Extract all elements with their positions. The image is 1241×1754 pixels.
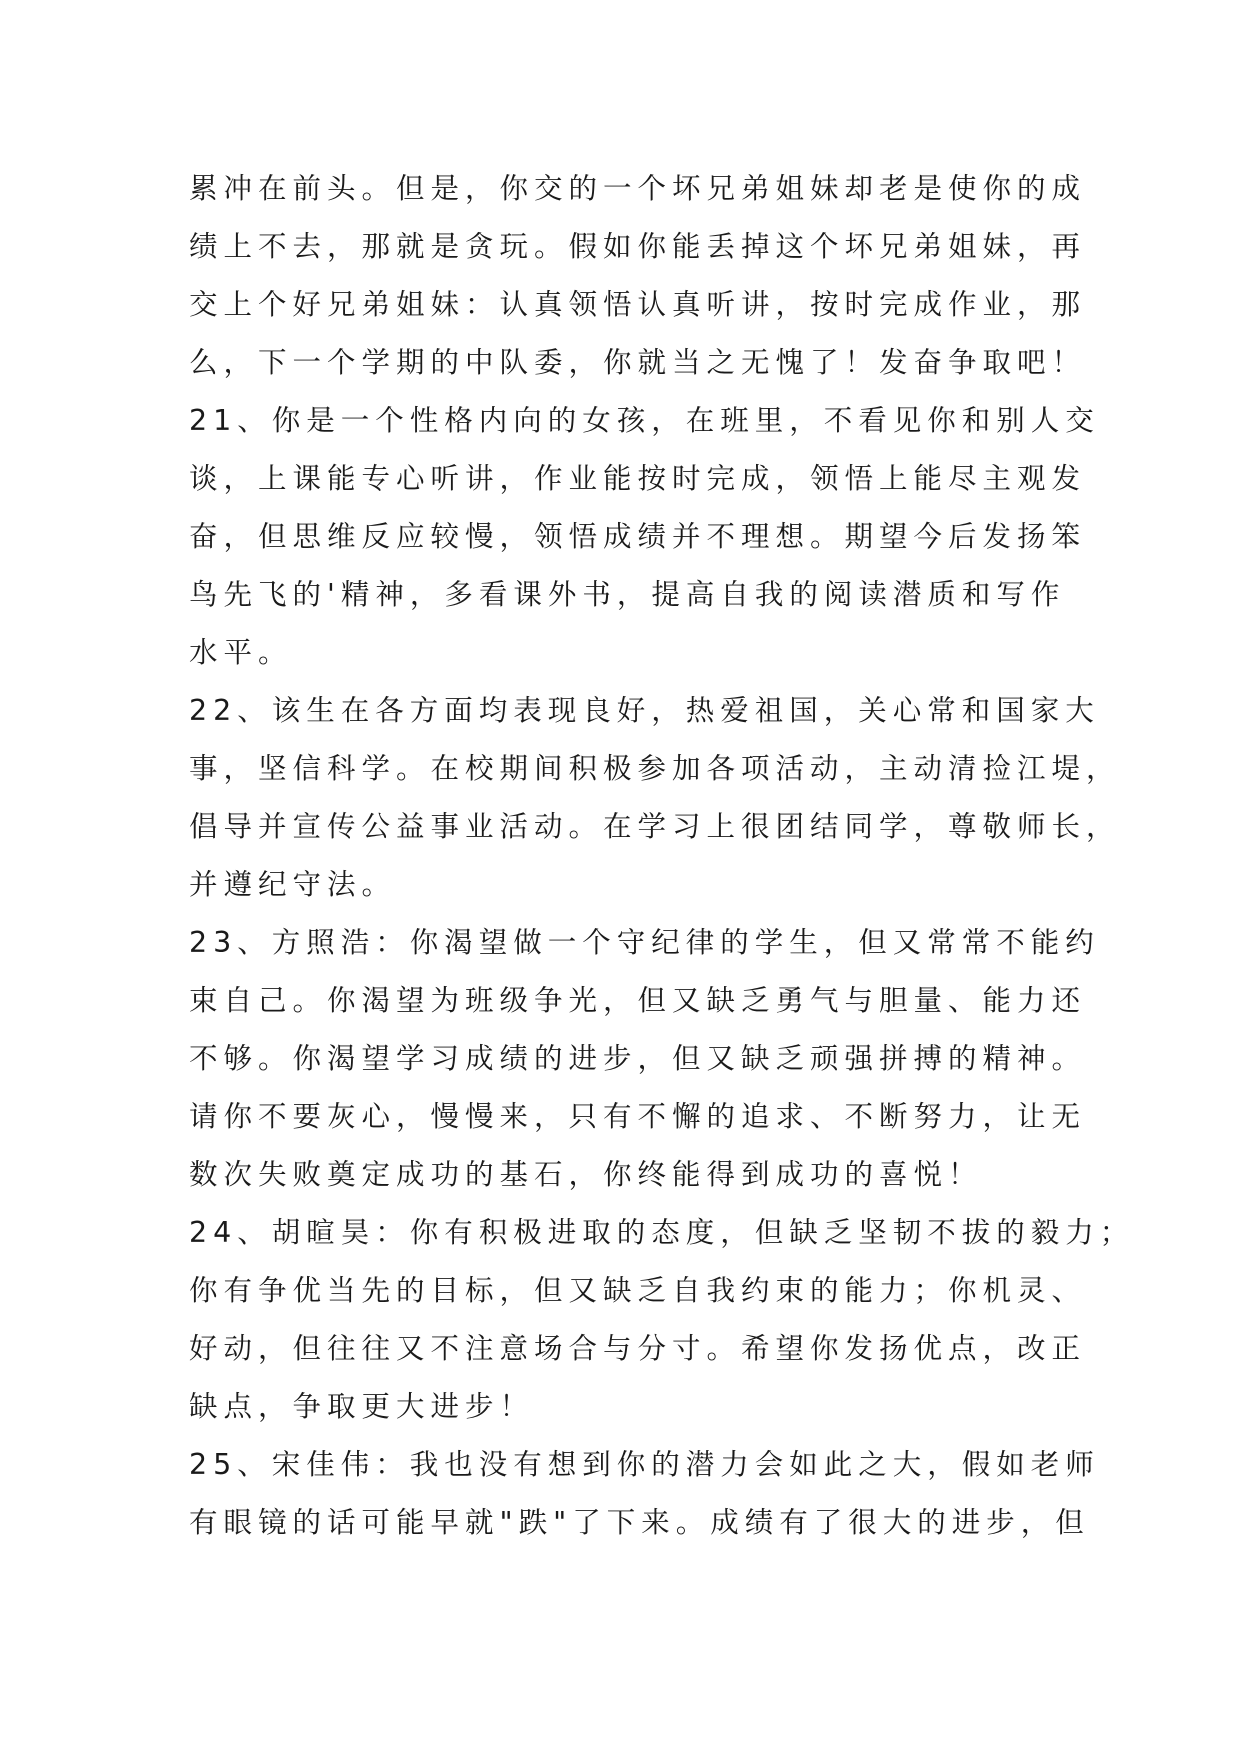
text-line: 鸟先飞的'精神，多看课外书，提高自我的阅读潜质和写作: [189, 578, 1066, 611]
text-line: 倡导并宣传公益事业活动。在学习上很团结同学，尊敬师长，: [189, 810, 1121, 843]
text-line: 好动，但往往又不注意场合与分寸。希望你发扬优点，改正: [189, 1332, 1087, 1365]
text-line: 不够。你渴望学习成绩的进步，但又缺乏顽强拼搏的精神。: [189, 1042, 1087, 1075]
text-line: 谈，上课能专心听讲，作业能按时完成，领悟上能尽主观发: [189, 462, 1087, 495]
text-line: 24、胡暄昊：你有积极进取的态度，但缺乏坚韧不拔的毅力；: [189, 1216, 1135, 1249]
text-line: 并遵纪守法。: [189, 868, 397, 901]
text-line: 23、方照浩：你渴望做一个守纪律的学生，但又常常不能约: [189, 926, 1100, 959]
text-line: 交上个好兄弟姐妹：认真领悟认真听讲，按时完成作业，那: [189, 288, 1087, 321]
text-line: 数次失败奠定成功的基石，你终能得到成功的喜悦！: [189, 1158, 983, 1191]
text-line: 有眼镜的话可能早就"跌"了下来。成绩有了很大的进步，但: [189, 1506, 1090, 1539]
text-line: 请你不要灰心，慢慢来，只有不懈的追求、不断努力，让无: [189, 1100, 1087, 1133]
text-line: 累冲在前头。但是，你交的一个坏兄弟姐妹却老是使你的成: [189, 172, 1087, 205]
text-line: 绩上不去，那就是贪玩。假如你能丢掉这个坏兄弟姐妹，再: [189, 230, 1087, 263]
text-line: 缺点，争取更大进步！: [189, 1390, 535, 1423]
text-line: 么，下一个学期的中队委，你就当之无愧了！发奋争取吧！: [189, 346, 1087, 379]
text-line: 奋，但思维反应较慢，领悟成绩并不理想。期望今后发扬笨: [189, 520, 1087, 553]
text-line: 21、你是一个性格内向的女孩，在班里，不看见你和别人交: [189, 404, 1100, 437]
text-line: 水平。: [189, 636, 293, 669]
text-line: 22、该生在各方面均表现良好，热爱祖国，关心常和国家大: [189, 694, 1100, 727]
text-line: 束自己。你渴望为班级争光，但又缺乏勇气与胆量、能力还: [189, 984, 1087, 1017]
text-line: 25、宋佳伟：我也没有想到你的潜力会如此之大，假如老师: [189, 1448, 1100, 1481]
text-line: 你有争优当先的目标，但又缺乏自我约束的能力；你机灵、: [189, 1274, 1087, 1307]
text-line: 事，坚信科学。在校期间积极参加各项活动，主动清捡江堤，: [189, 752, 1121, 785]
document-body: [189, 160, 1135, 1552]
